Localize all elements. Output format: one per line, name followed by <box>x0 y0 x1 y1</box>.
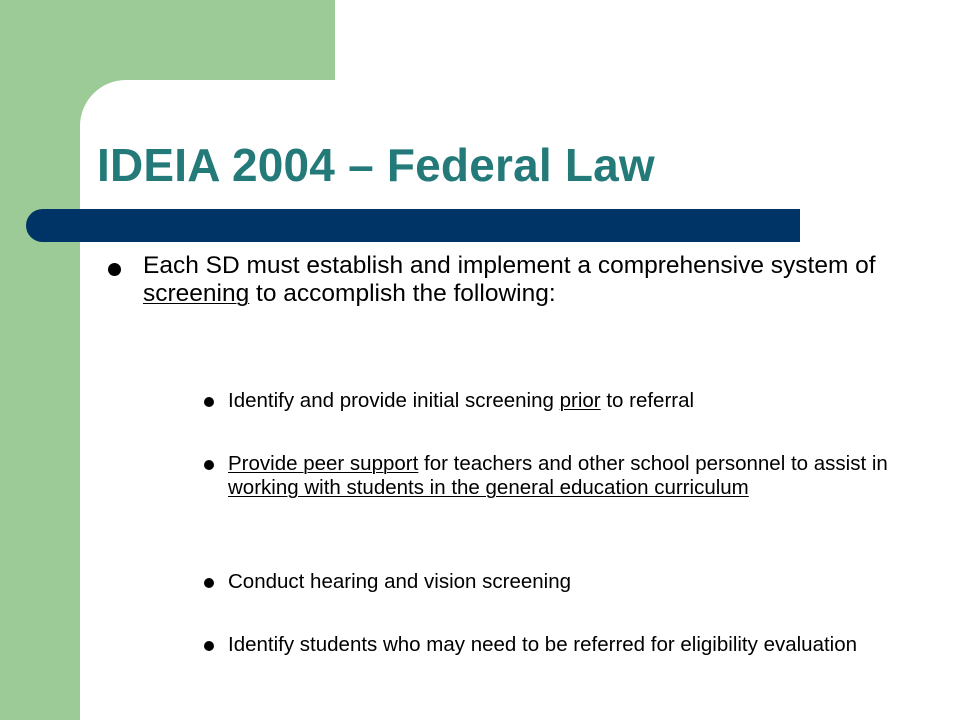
sub-text-part: for teachers and other school personnel to assist in <box>418 452 888 475</box>
sub-bullet-text <box>228 570 918 594</box>
sub-text-part: Conduct hearing and vision screening <box>228 570 572 593</box>
main-text-part: Each SD must establish and implement a comprehensive system of <box>143 252 876 279</box>
sub-underlined-term: prior <box>559 389 601 412</box>
sub-bullet-icon <box>204 397 214 407</box>
sub-text-part: Identify students who may need to be referred for eligibility evaluation <box>228 633 858 656</box>
sub-underlined-term: working with students in the general education curriculum <box>228 475 749 499</box>
sub-bullet-icon <box>204 578 214 588</box>
bullet-icon <box>108 263 121 276</box>
sub-underlined-term: Provide peer support <box>228 452 419 475</box>
sub-text-part: to referral <box>600 389 695 412</box>
sub-bullet-text <box>228 633 928 657</box>
sub-bullet-text <box>228 389 918 413</box>
sub-bullet-text <box>228 452 918 499</box>
sub-text-part: Identify and provide initial screening <box>228 389 560 412</box>
sub-bullet-icon <box>204 641 214 651</box>
slide-title: IDEIA 2004 – Federal Law <box>97 139 655 191</box>
main-bullet-text <box>143 252 933 308</box>
title-underline-bar <box>26 209 800 242</box>
sub-bullet-icon <box>204 460 214 470</box>
main-underlined-term: screening <box>143 280 250 307</box>
main-text-part: to accomplish the following: <box>249 280 556 307</box>
